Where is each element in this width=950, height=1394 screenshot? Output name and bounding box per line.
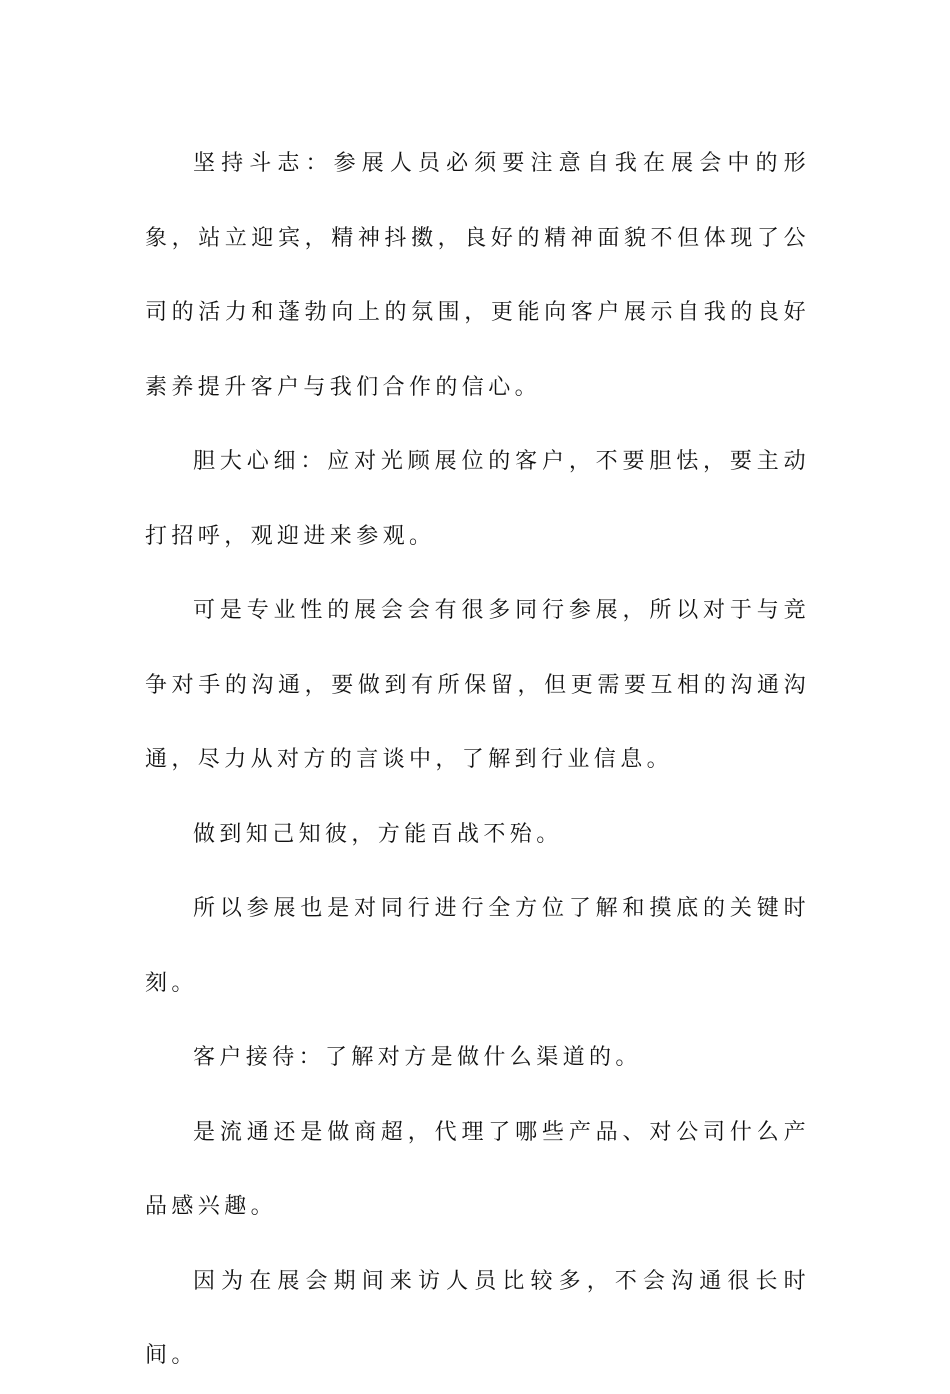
paragraph: 因为在展会期间来访人员比较多，不会沟通很长时间。	[145, 1268, 810, 1368]
document-body	[145, 127, 810, 1394]
paragraph: 做到知己知彼，方能百战不殆。	[193, 821, 563, 847]
paragraph: 可是专业性的展会会有很多同行参展，所以对于与竞争对手的沟通，要做到有所保留，但更需要互相的沟通沟通，尽力从对方的言谈中，了解到行业信息。	[145, 598, 810, 772]
paragraph: 是流通还是做商超，代理了哪些产品、对公司什么产品感兴趣。	[145, 1119, 810, 1219]
paragraph: 客户接待：了解对方是做什么渠道的。	[193, 1045, 642, 1070]
paragraph: 坚持斗志：参展人员必须要注意自我在展会中的形象，站立迎宾，精神抖擞，良好的精神面貌不但体现了公司的活力和蓬勃向上的氛围，更能向客户展示自我的良好素养提升客户与我们合作的信心。	[145, 151, 810, 400]
paragraph: 所以参展也是对同行进行全方位了解和摸底的关键时刻。	[145, 896, 810, 996]
paragraph: 胆大心细：应对光顾展位的客户，不要胆怯，要主动打招呼，观迎进来参观。	[145, 449, 810, 549]
